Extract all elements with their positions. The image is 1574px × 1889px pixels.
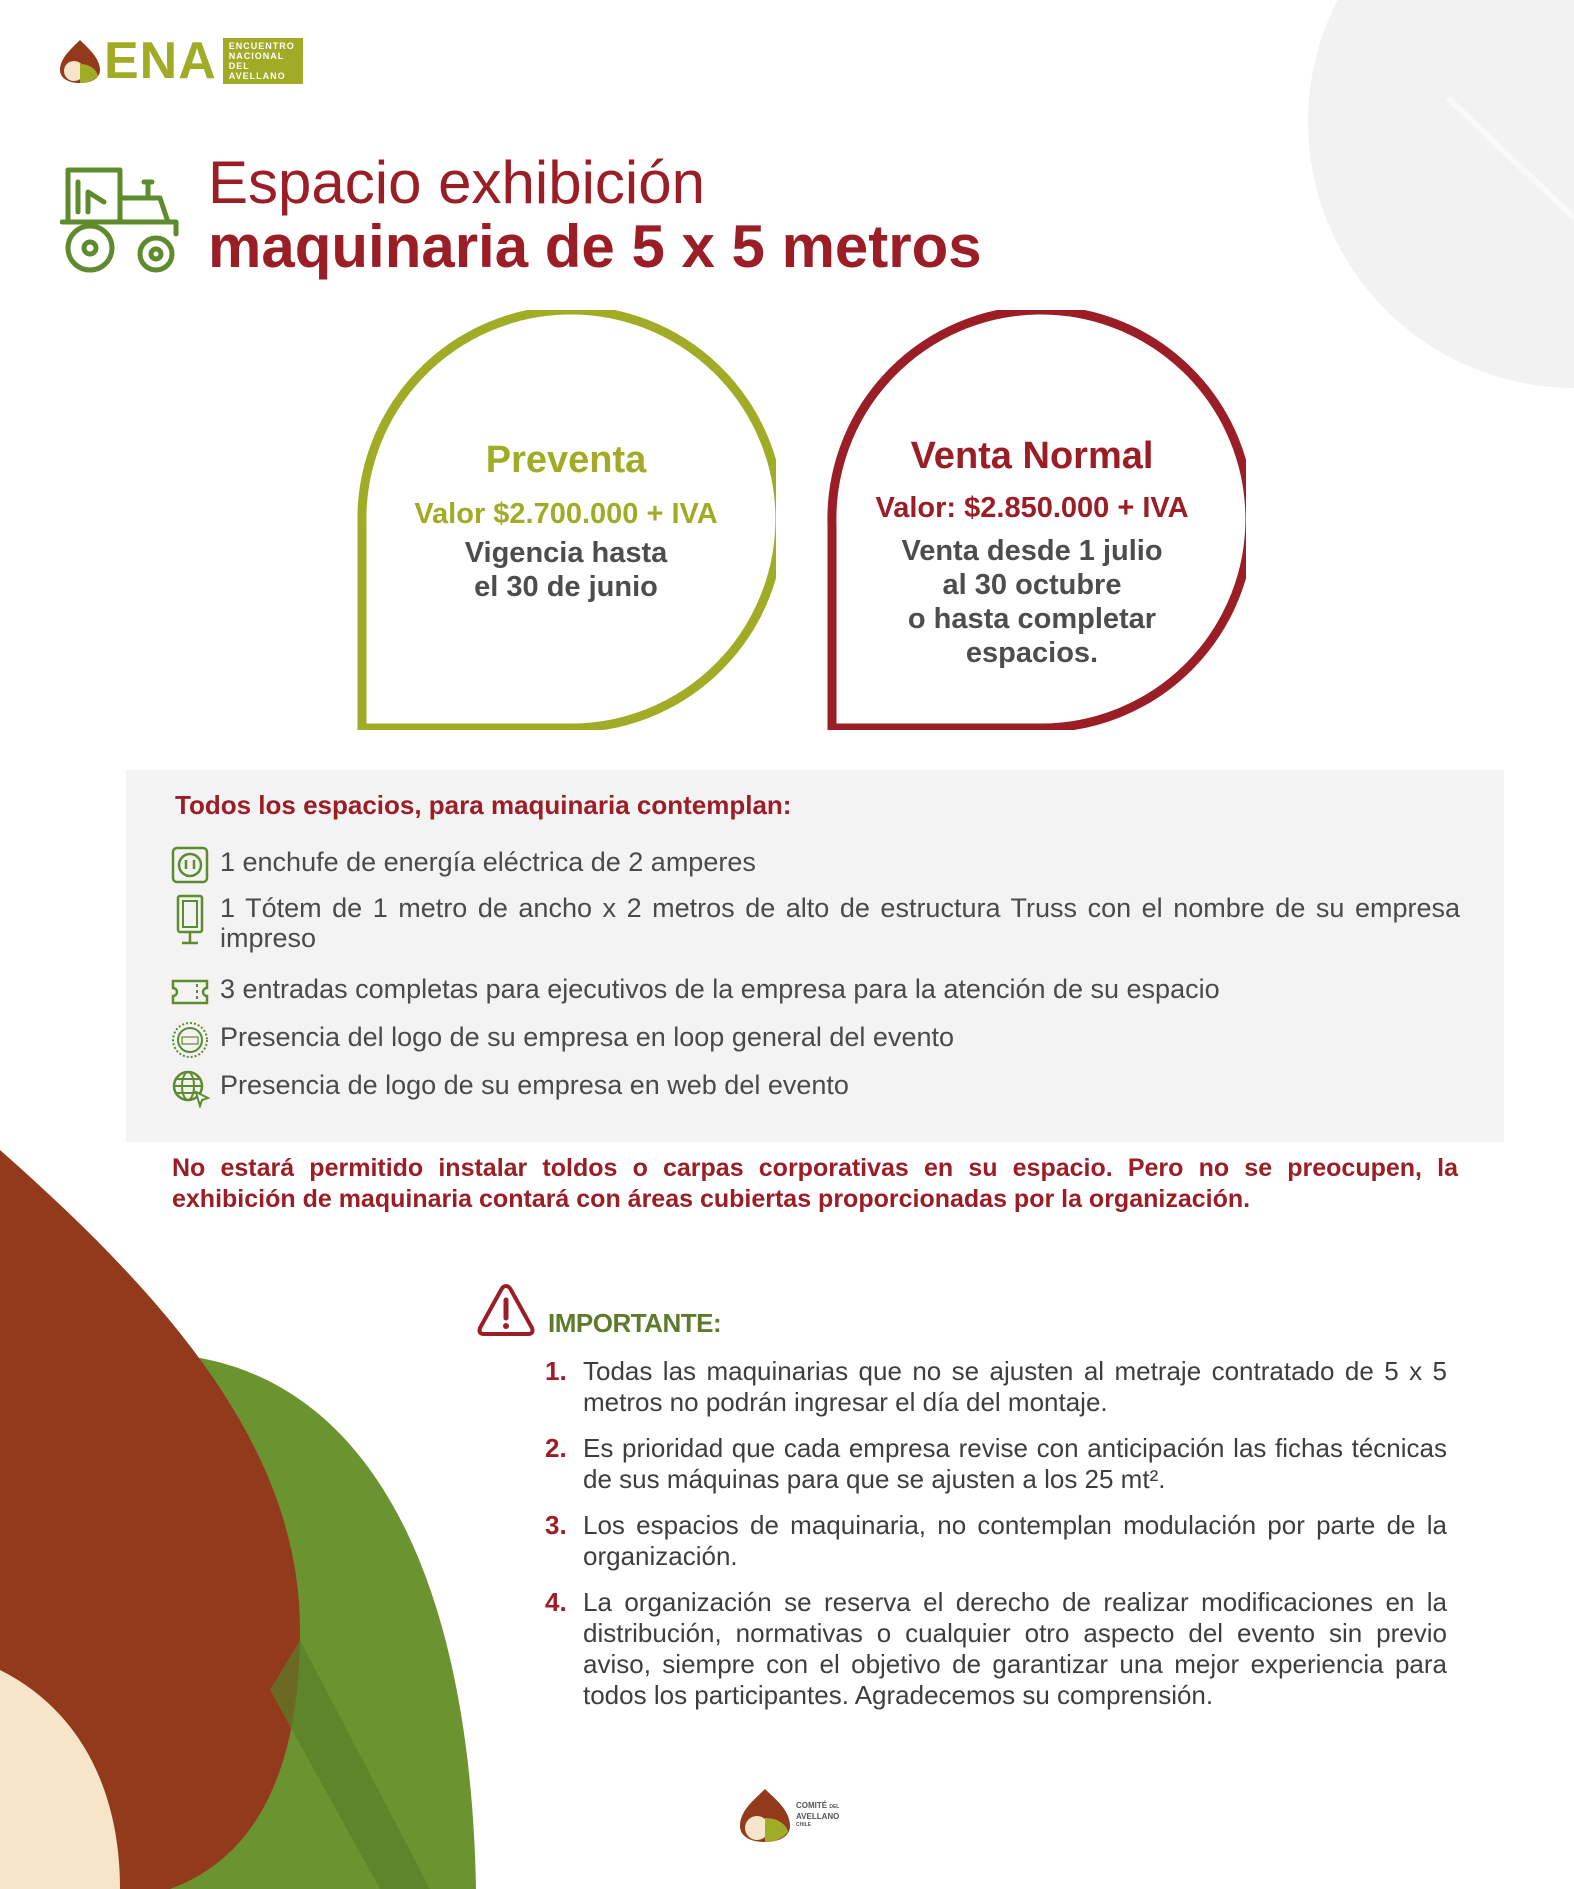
totem-icon xyxy=(170,893,210,949)
tractor-icon xyxy=(60,162,180,274)
logo-acronym: ENA xyxy=(104,32,217,90)
important-rule-2: 2. Es prioridad que cada empresa revise con anticipación las fichas técnicas de sus máquinas para que se ajusten a los 25 mt². xyxy=(545,1433,1447,1494)
normal-sale-note: Venta desde 1 julio al 30 octubre o hasta completar espacios. xyxy=(901,535,1163,669)
presale-note: Vigencia hasta el 30 de junio xyxy=(464,537,668,603)
includes-heading: Todos los espacios, para maquinaria contemplan: xyxy=(175,790,792,820)
page-title-line2: maquinaria de 5 x 5 metros xyxy=(208,213,982,280)
important-rule-3: 3. Los espacios de maquinaria, no contemplan modulación por parte de la organización. xyxy=(545,1510,1447,1571)
logo-tagline: ENCUENTRO NACIONAL DEL AVELLANO xyxy=(223,38,303,84)
canopy-warning-note: No estará permitido instalar toldos o carpas corporativas en su espacio. Pero no se preocupen, la exhibición de maquinaria contará con áreas cubiertas proporcionadas por la organización. xyxy=(172,1154,1458,1213)
logo-badge-icon xyxy=(170,1020,210,1060)
power-outlet-icon xyxy=(170,845,210,885)
comite-avellano-logo xyxy=(736,1786,839,1844)
normal-sale-title: Venta Normal xyxy=(910,435,1154,477)
footer-logo-text: COMITÉ DEL AVELLANO CHILE xyxy=(796,1800,840,1828)
normal-sale-card xyxy=(826,310,1246,730)
ena-logo xyxy=(58,32,303,90)
hazelnut-footer-icon xyxy=(736,1786,794,1844)
top-right-circle xyxy=(1308,0,1574,388)
hazelnut-logo-icon xyxy=(58,38,102,84)
presale-price: Valor $2.700.000 + IVA xyxy=(414,498,718,530)
presale-title: Preventa xyxy=(485,439,647,481)
ticket-icon xyxy=(170,972,210,1012)
normal-sale-price: Valor: $2.850.000 + IVA xyxy=(875,492,1189,524)
important-rule-4: 4. La organización se reserva el derecho de realizar modificaciones en la distribución, normativas o cualquier otro aspecto del evento sin previo aviso, siempre con el objetivo de garantizar una mejor experiencia para todos los participantes. Agradecemos su comprensión. xyxy=(545,1587,1447,1710)
globe-cursor-icon xyxy=(170,1068,210,1108)
important-title: IMPORTANTE: xyxy=(548,1308,722,1338)
presale-card xyxy=(356,310,776,730)
important-rule-1: 1. Todas las maquinarias que no se ajusten al metraje contratado de 5 x 5 metros no podrán ingresar el día del montaje. xyxy=(545,1356,1447,1417)
alert-triangle-icon xyxy=(476,1282,536,1338)
page-title-line1: Espacio exhibición xyxy=(208,149,705,216)
